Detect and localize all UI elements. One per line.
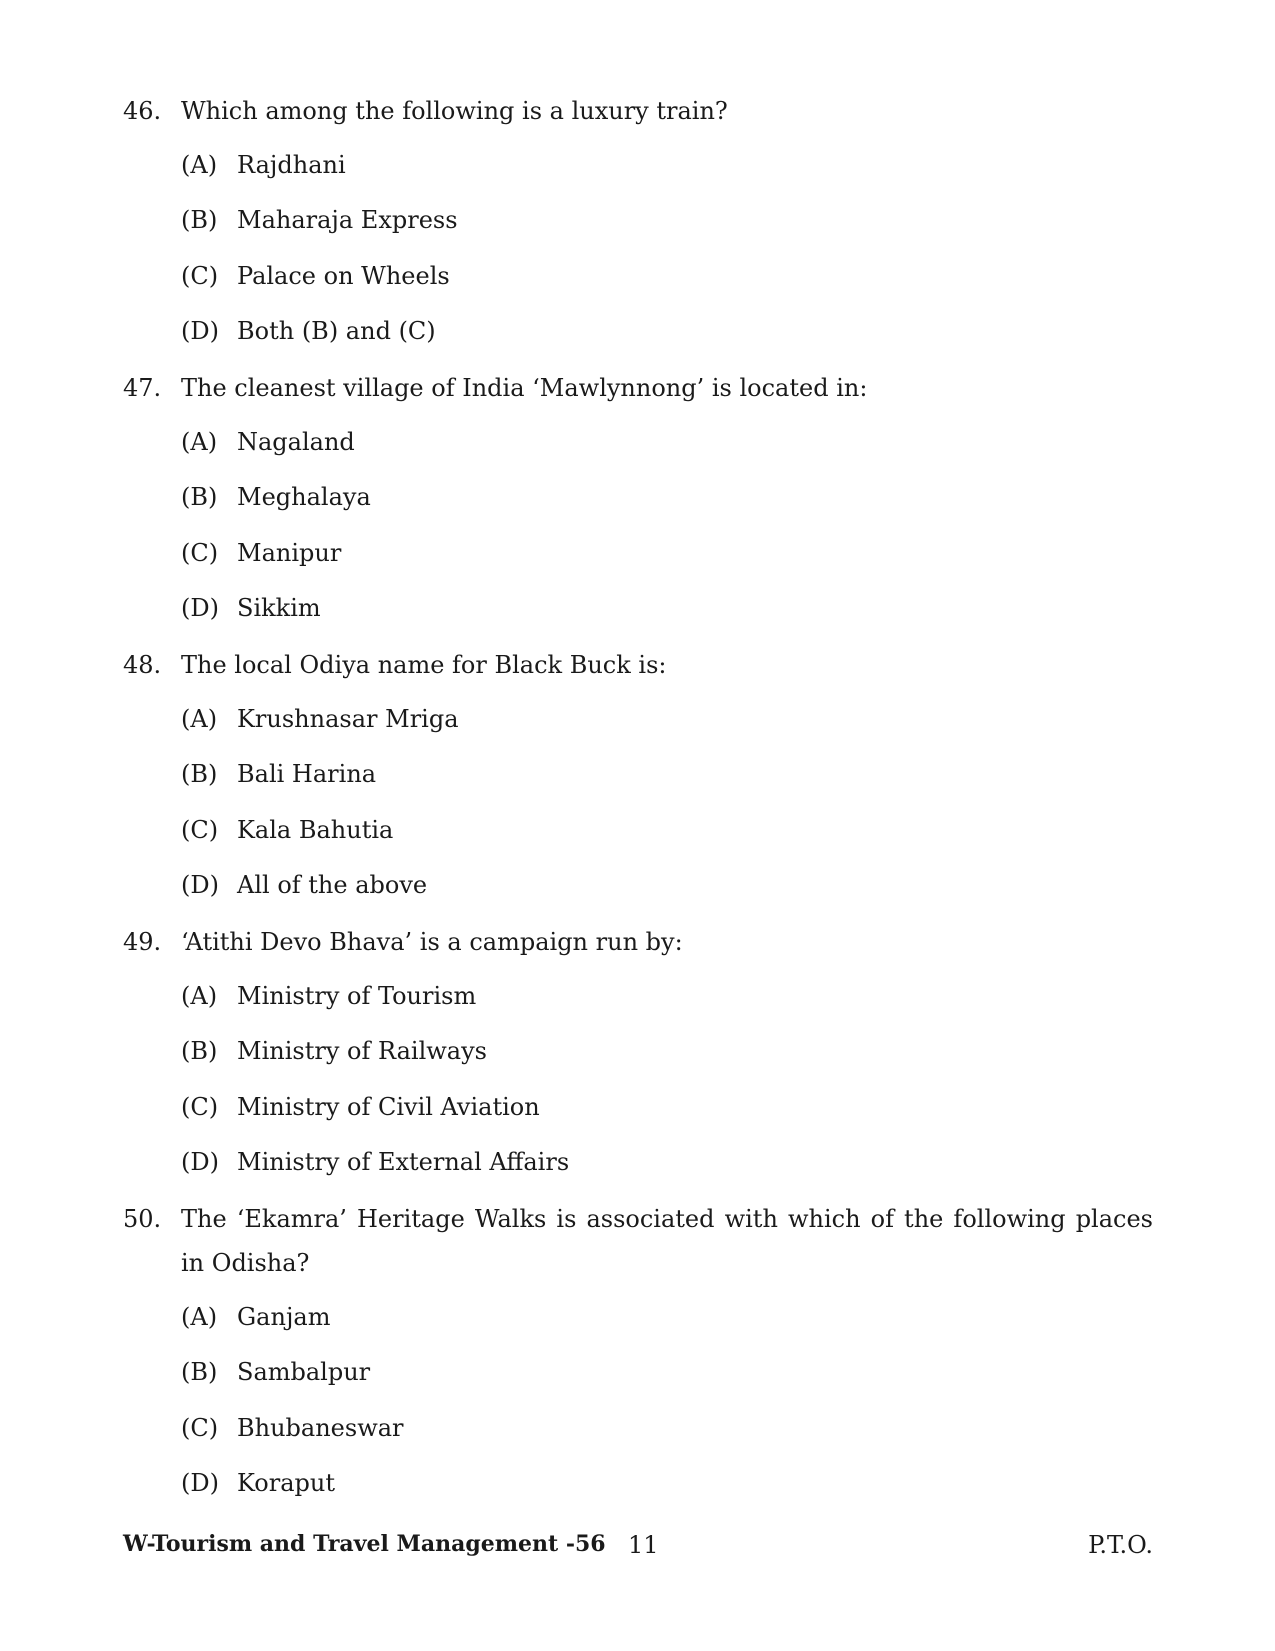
question-number: 47. [123,374,162,402]
option-label: (D) [181,317,219,346]
option-list [181,1289,1153,1511]
option-text: All of the above [237,871,428,900]
question-stem [123,1197,1153,1285]
option-list [181,691,1153,913]
option-d [181,581,1153,637]
option-text: Koraput [237,1469,335,1498]
option-a [181,691,1153,747]
option-text: Manipur [237,538,342,567]
option-text: Rajdhani [237,150,346,179]
option-a [181,1289,1153,1345]
option-label: (C) [181,1413,219,1442]
pto-marker: P.T.O. [1088,1531,1153,1559]
option-label: (B) [181,206,218,235]
option-text: Nagaland [237,427,355,456]
option-b [181,1024,1153,1080]
option-text: Kala Bahutia [237,815,394,844]
question-number: 50. [123,1205,162,1233]
option-label: (B) [181,1037,218,1066]
option-text: Sikkim [237,594,321,623]
option-label: (C) [181,261,219,290]
option-c [181,1079,1153,1135]
option-label: (A) [181,704,218,733]
option-label: (C) [181,538,219,567]
question-stem [123,89,1153,133]
option-text: Both (B) and (C) [237,317,436,346]
question-stem [123,643,1153,687]
option-d [181,858,1153,914]
option-a [181,968,1153,1024]
option-d [181,1456,1153,1512]
option-c [181,525,1153,581]
question-48 [123,643,1153,913]
option-label: (D) [181,594,219,623]
page-number: 11 [628,1531,659,1559]
option-b [181,470,1153,526]
option-a [181,414,1153,470]
option-text: Sambalpur [237,1358,371,1387]
option-list [181,137,1153,359]
question-number: 49. [123,928,162,956]
option-text: Ministry of Railways [237,1037,487,1066]
question-number: 48. [123,651,162,679]
option-b [181,1345,1153,1401]
paper-code: W-Tourism and Travel Management -56 [123,1531,606,1557]
option-label: (D) [181,1469,219,1498]
option-label: (B) [181,1358,218,1387]
option-c [181,1400,1153,1456]
page-footer [123,1531,1153,1571]
option-label: (C) [181,815,219,844]
option-list [181,968,1153,1190]
question-46 [123,89,1153,359]
option-text: Palace on Wheels [237,261,450,290]
option-d [181,304,1153,360]
option-b [181,193,1153,249]
option-label: (A) [181,427,218,456]
option-d [181,1135,1153,1191]
option-c [181,802,1153,858]
option-text: Maharaja Express [237,206,458,235]
option-text: Ministry of External Affairs [237,1148,570,1177]
option-label: (D) [181,1148,219,1177]
option-b [181,747,1153,803]
option-text: Krushnasar Mriga [237,704,459,733]
question-stem [123,920,1153,964]
option-text: Ministry of Tourism [237,981,477,1010]
option-text: Bhubaneswar [237,1413,404,1442]
question-text: The ‘Ekamra’ Heritage Walks is associated with which of the following places in Odisha? [181,1205,1153,1277]
option-label: (B) [181,760,218,789]
question-text: Which among the following is a luxury train? [181,97,728,125]
option-c [181,248,1153,304]
option-text: Meghalaya [237,483,371,512]
option-text: Bali Harina [237,760,377,789]
question-50 [123,1197,1153,1511]
question-stem [123,366,1153,410]
option-label: (B) [181,483,218,512]
question-49 [123,920,1153,1190]
question-text: The cleanest village of India ‘Mawlynnong’ is located in: [181,374,868,402]
option-label: (D) [181,871,219,900]
option-text: Ministry of Civil Aviation [237,1092,540,1121]
option-label: (C) [181,1092,219,1121]
question-text: The local Odiya name for Black Buck is: [181,651,667,679]
option-text: Ganjam [237,1302,331,1331]
option-label: (A) [181,150,218,179]
question-text: ‘Atithi Devo Bhava’ is a campaign run by: [181,928,683,956]
question-number: 46. [123,97,162,125]
option-a [181,137,1153,193]
option-list [181,414,1153,636]
option-label: (A) [181,1302,218,1331]
option-label: (A) [181,981,218,1010]
question-47 [123,366,1153,636]
